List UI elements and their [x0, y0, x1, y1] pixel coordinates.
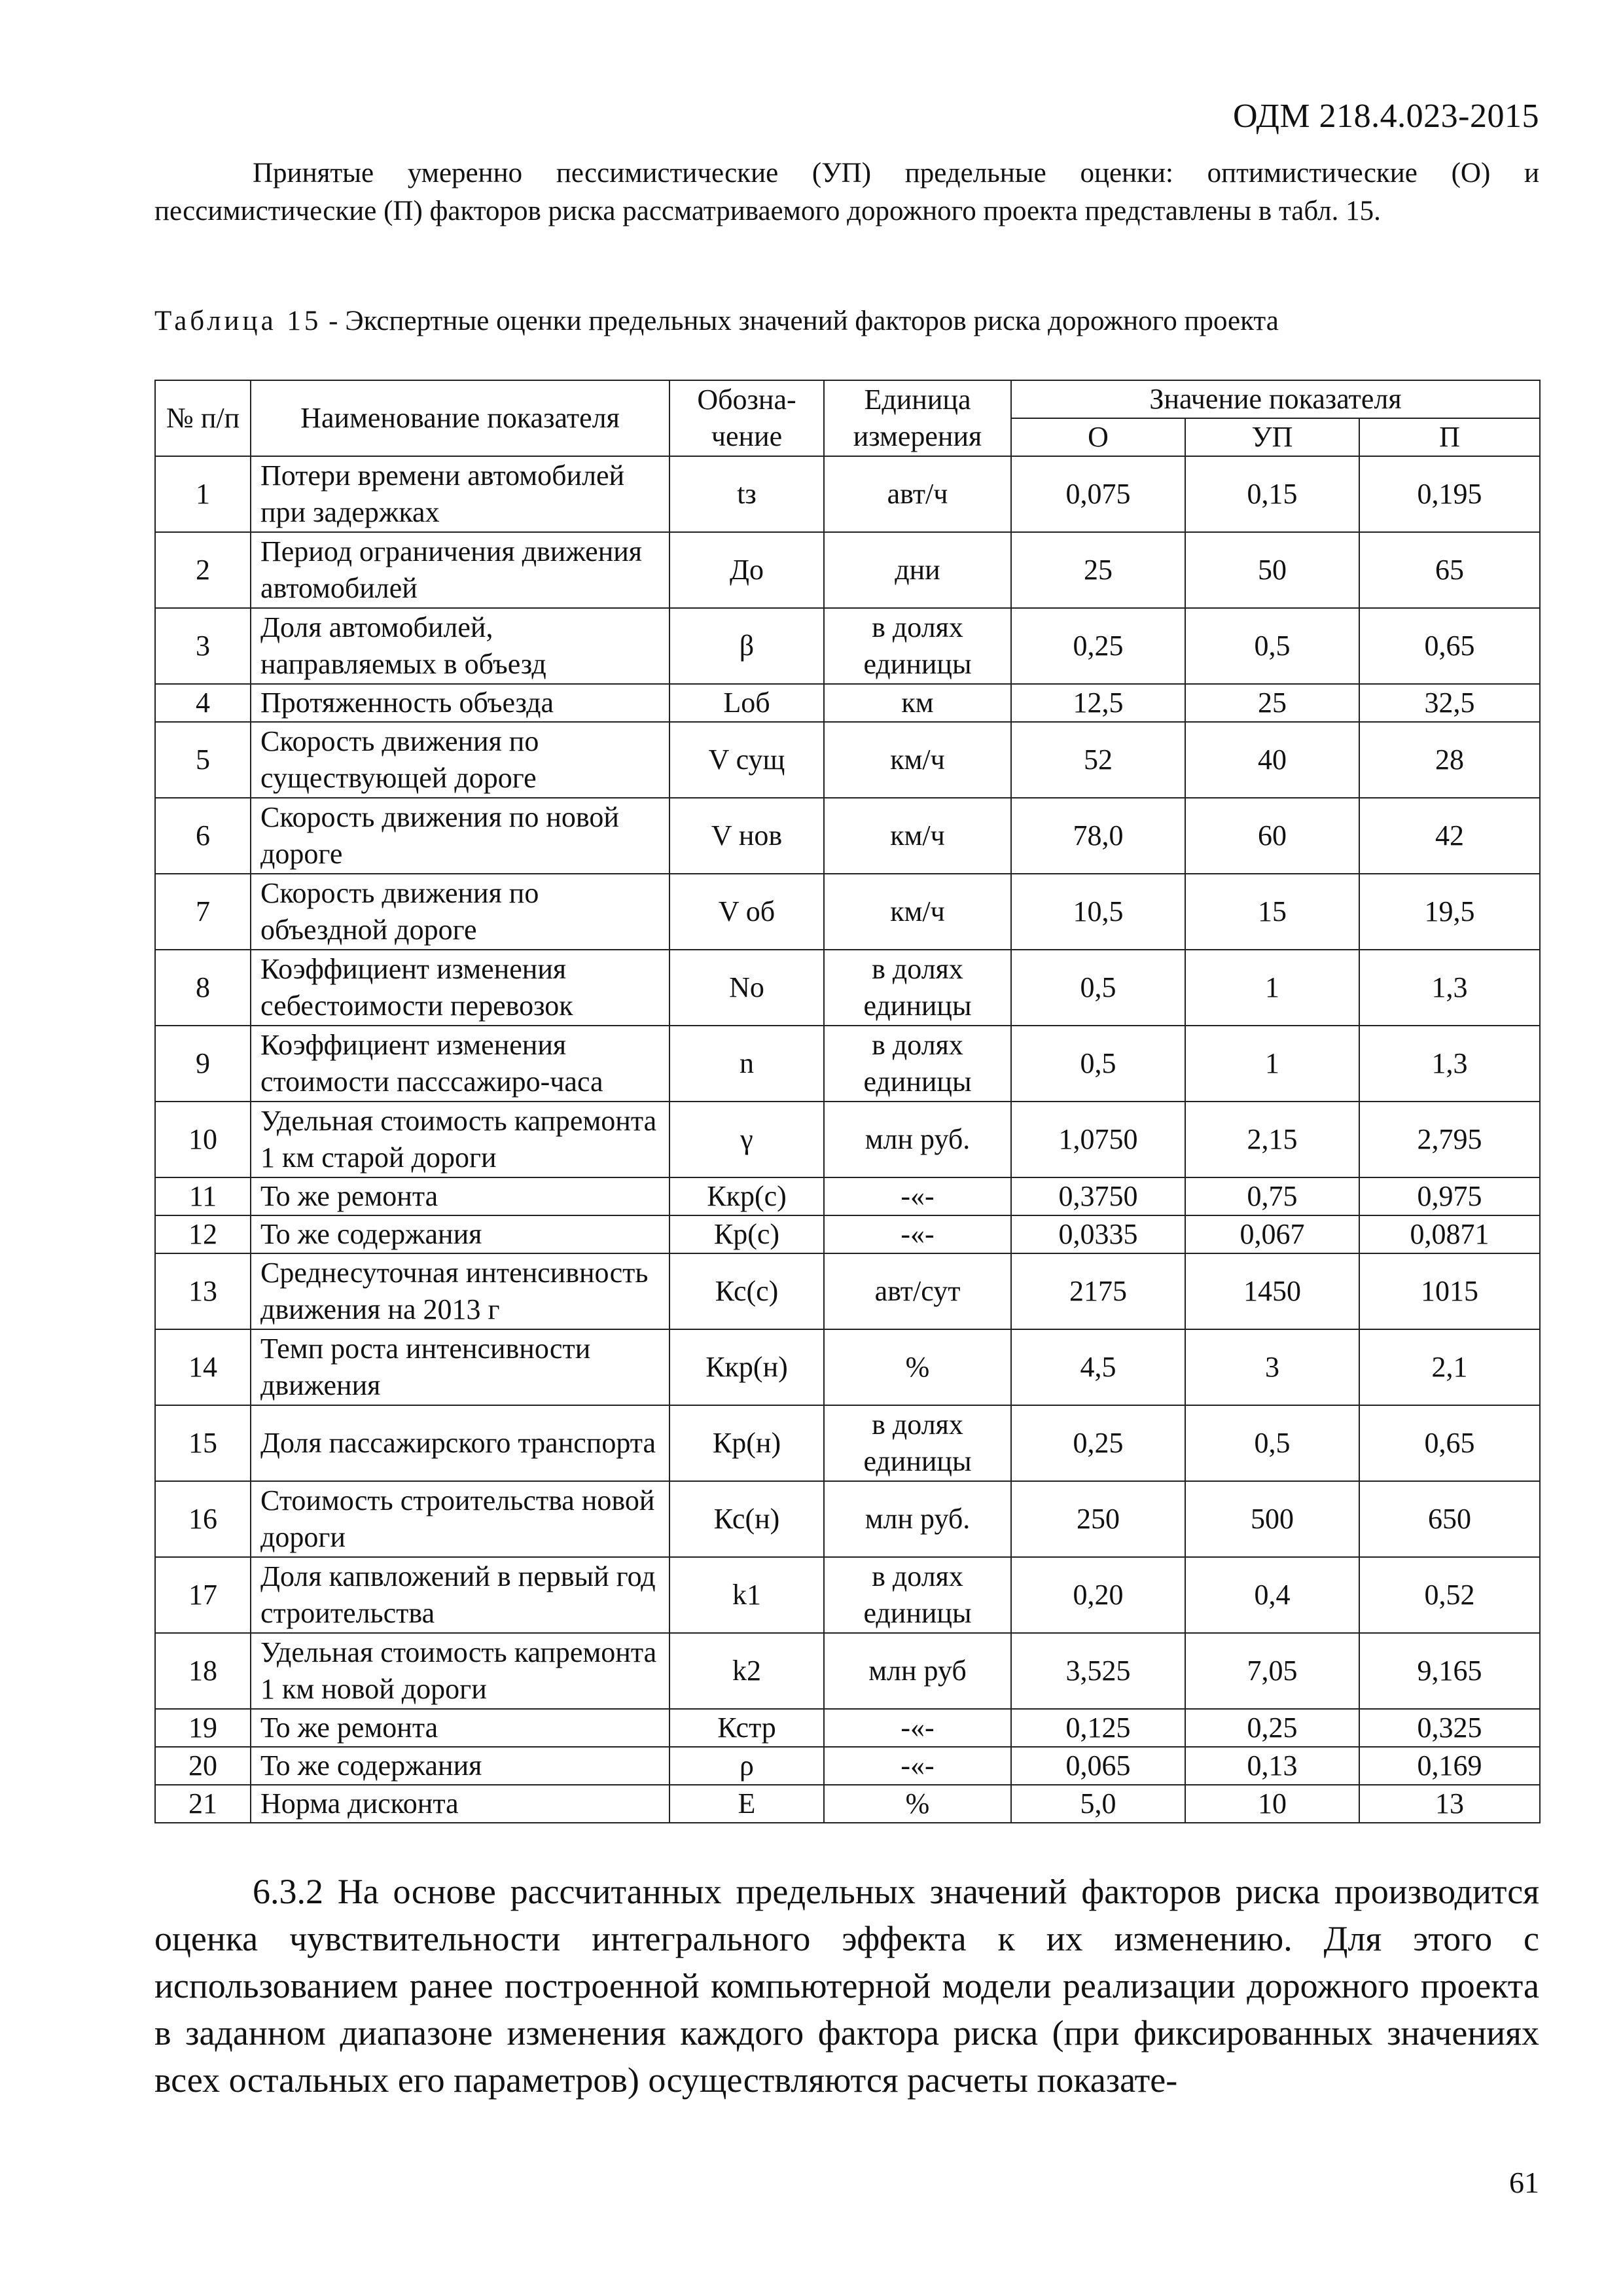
- cell-unit: в долях единицы: [824, 950, 1011, 1026]
- cell-num: 2: [155, 532, 251, 608]
- table-row: [155, 1747, 1540, 1785]
- cell-name: То же ремонта: [251, 1177, 669, 1215]
- table-row: [155, 1481, 1540, 1557]
- cell-unit: млн руб.: [824, 1481, 1011, 1557]
- cell-name: Период ограничения движения автомобилей: [251, 532, 669, 608]
- intro-paragraph: [154, 154, 1539, 230]
- cell-num: 21: [155, 1785, 251, 1823]
- cell-symbol: β: [669, 608, 824, 684]
- cell-unit: -«-: [824, 1177, 1011, 1215]
- table-row: [155, 874, 1540, 950]
- body-text: 6.3.2 На основе рассчитанных предельных значений факторов риска производится оценка чувствительности интегрального эффекта к их изменению. Для этого с использованием ранее построенной компьютерной модели реализации дорожного проекта в заданном диапазоне изменения каждого фактора риска (при фиксированных значениях всех остальных его параметров) осуществляются расчеты показате-: [154, 1872, 1539, 2100]
- cell-p: 0,195: [1359, 456, 1540, 532]
- cell-unit: в долях единицы: [824, 1405, 1011, 1481]
- cell-o: 0,25: [1011, 608, 1185, 684]
- cell-p: 1,3: [1359, 950, 1540, 1026]
- cell-unit: км/ч: [824, 722, 1011, 798]
- cell-p: 28: [1359, 722, 1540, 798]
- cell-num: 4: [155, 684, 251, 722]
- cell-unit: км/ч: [824, 874, 1011, 950]
- cell-o: 2175: [1011, 1253, 1185, 1329]
- cell-num: 16: [155, 1481, 251, 1557]
- cell-up: 3: [1185, 1329, 1359, 1405]
- table-row: [155, 1102, 1540, 1177]
- header-num: № п/п: [155, 380, 251, 456]
- cell-o: 250: [1011, 1481, 1185, 1557]
- cell-symbol: k1: [669, 1557, 824, 1633]
- cell-name: Темп роста интенсивности движения: [251, 1329, 669, 1405]
- cell-o: 0,065: [1011, 1747, 1185, 1785]
- cell-o: 0,3750: [1011, 1177, 1185, 1215]
- header-up: УП: [1185, 418, 1359, 456]
- cell-num: 13: [155, 1253, 251, 1329]
- risk-factors-table: [154, 380, 1541, 1823]
- cell-up: 25: [1185, 684, 1359, 722]
- cell-symbol: Е: [669, 1785, 824, 1823]
- cell-name: Протяженность объезда: [251, 684, 669, 722]
- cell-unit: млн руб.: [824, 1102, 1011, 1177]
- cell-up: 60: [1185, 798, 1359, 874]
- cell-o: 3,525: [1011, 1633, 1185, 1709]
- cell-name: Удельная стоимость капремонта 1 км новой дороги: [251, 1633, 669, 1709]
- cell-num: 7: [155, 874, 251, 950]
- cell-unit: в долях единицы: [824, 608, 1011, 684]
- table-row: [155, 1557, 1540, 1633]
- cell-up: 500: [1185, 1481, 1359, 1557]
- cell-p: 0,975: [1359, 1177, 1540, 1215]
- cell-o: 12,5: [1011, 684, 1185, 722]
- cell-symbol: Кстр: [669, 1709, 824, 1747]
- header-p: П: [1359, 418, 1540, 456]
- cell-o: 78,0: [1011, 798, 1185, 874]
- table-row: [155, 532, 1540, 608]
- cell-o: 52: [1011, 722, 1185, 798]
- cell-unit: авт/ч: [824, 456, 1011, 532]
- cell-num: 6: [155, 798, 251, 874]
- header-value-group: Значение показателя: [1011, 380, 1540, 418]
- cell-p: 65: [1359, 532, 1540, 608]
- cell-name: Удельная стоимость капремонта 1 км старой дороги: [251, 1102, 669, 1177]
- cell-num: 8: [155, 950, 251, 1026]
- header-symbol: Обозна-чение: [669, 380, 824, 456]
- table-row: [155, 1215, 1540, 1253]
- cell-unit: млн руб: [824, 1633, 1011, 1709]
- cell-o: 0,075: [1011, 456, 1185, 532]
- cell-num: 15: [155, 1405, 251, 1481]
- cell-p: 19,5: [1359, 874, 1540, 950]
- cell-p: 32,5: [1359, 684, 1540, 722]
- cell-unit: в долях единицы: [824, 1557, 1011, 1633]
- cell-symbol: V сущ: [669, 722, 824, 798]
- cell-name: Коэффициент изменения себестоимости перевозок: [251, 950, 669, 1026]
- cell-up: 0,15: [1185, 456, 1359, 532]
- cell-name: То же содержания: [251, 1215, 669, 1253]
- cell-p: 2,795: [1359, 1102, 1540, 1177]
- cell-symbol: Кр(н): [669, 1405, 824, 1481]
- table-row: [155, 722, 1540, 798]
- cell-symbol: До: [669, 532, 824, 608]
- cell-name: Скорость движения по новой дороге: [251, 798, 669, 874]
- cell-up: 1450: [1185, 1253, 1359, 1329]
- table-row: [155, 1633, 1540, 1709]
- cell-up: 0,4: [1185, 1557, 1359, 1633]
- cell-p: 0,52: [1359, 1557, 1540, 1633]
- cell-p: 2,1: [1359, 1329, 1540, 1405]
- cell-o: 0,5: [1011, 950, 1185, 1026]
- cell-up: 50: [1185, 532, 1359, 608]
- document-code: ОДМ 218.4.023-2015: [1233, 98, 1539, 135]
- cell-num: 5: [155, 722, 251, 798]
- table-row: [155, 798, 1540, 874]
- cell-o: 0,125: [1011, 1709, 1185, 1747]
- cell-p: 1015: [1359, 1253, 1540, 1329]
- cell-num: 14: [155, 1329, 251, 1405]
- cell-symbol: Кр(с): [669, 1215, 824, 1253]
- cell-name: Стоимость строительства новой дороги: [251, 1481, 669, 1557]
- cell-up: 1: [1185, 1026, 1359, 1102]
- table-caption: [154, 305, 1279, 337]
- cell-o: 0,25: [1011, 1405, 1185, 1481]
- cell-o: 0,20: [1011, 1557, 1185, 1633]
- cell-o: 25: [1011, 532, 1185, 608]
- cell-name: Потери времени автомобилей при задержках: [251, 456, 669, 532]
- table-row: [155, 1405, 1540, 1481]
- cell-up: 40: [1185, 722, 1359, 798]
- cell-num: 20: [155, 1747, 251, 1785]
- cell-o: 5,0: [1011, 1785, 1185, 1823]
- cell-p: 0,0871: [1359, 1215, 1540, 1253]
- cell-unit: авт/сут: [824, 1253, 1011, 1329]
- cell-o: 0,0335: [1011, 1215, 1185, 1253]
- cell-p: 0,65: [1359, 608, 1540, 684]
- table-row: [155, 1026, 1540, 1102]
- cell-symbol: V нов: [669, 798, 824, 874]
- cell-o: 10,5: [1011, 874, 1185, 950]
- intro-text: Принятые умеренно пессимистические (УП) предельные оценки: оптимистические (О) и пессимистические (П) факторов риска рассматриваемого дорожного проекта представлены в табл. 15.: [154, 158, 1539, 226]
- table-row: [155, 608, 1540, 684]
- cell-num: 10: [155, 1102, 251, 1177]
- cell-p: 9,165: [1359, 1633, 1540, 1709]
- cell-symbol: V об: [669, 874, 824, 950]
- cell-num: 18: [155, 1633, 251, 1709]
- table-row: [155, 1177, 1540, 1215]
- cell-o: 0,5: [1011, 1026, 1185, 1102]
- cell-unit: -«-: [824, 1709, 1011, 1747]
- cell-up: 0,067: [1185, 1215, 1359, 1253]
- cell-symbol: k2: [669, 1633, 824, 1709]
- cell-up: 15: [1185, 874, 1359, 950]
- cell-o: 1,0750: [1011, 1102, 1185, 1177]
- cell-unit: км/ч: [824, 798, 1011, 874]
- cell-symbol: n: [669, 1026, 824, 1102]
- cell-p: 650: [1359, 1481, 1540, 1557]
- cell-unit: дни: [824, 532, 1011, 608]
- cell-p: 42: [1359, 798, 1540, 874]
- cell-unit: в долях единицы: [824, 1026, 1011, 1102]
- cell-symbol: Ккр(н): [669, 1329, 824, 1405]
- cell-unit: -«-: [824, 1215, 1011, 1253]
- table-row: [155, 1709, 1540, 1747]
- cell-num: 19: [155, 1709, 251, 1747]
- body-paragraph: [154, 1868, 1539, 2104]
- cell-symbol: γ: [669, 1102, 824, 1177]
- cell-p: 0,169: [1359, 1747, 1540, 1785]
- cell-up: 1: [1185, 950, 1359, 1026]
- cell-up: 0,5: [1185, 1405, 1359, 1481]
- header-name: Наименование показателя: [251, 380, 669, 456]
- cell-up: 0,5: [1185, 608, 1359, 684]
- cell-p: 0,325: [1359, 1709, 1540, 1747]
- cell-unit: -«-: [824, 1747, 1011, 1785]
- cell-up: 2,15: [1185, 1102, 1359, 1177]
- cell-symbol: Кс(н): [669, 1481, 824, 1557]
- page-number: 61: [1509, 2166, 1539, 2199]
- cell-up: 0,75: [1185, 1177, 1359, 1215]
- cell-num: 12: [155, 1215, 251, 1253]
- cell-up: 10: [1185, 1785, 1359, 1823]
- cell-name: Доля автомобилей, направляемых в объезд: [251, 608, 669, 684]
- cell-up: 7,05: [1185, 1633, 1359, 1709]
- cell-num: 11: [155, 1177, 251, 1215]
- cell-up: 0,13: [1185, 1747, 1359, 1785]
- cell-unit: %: [824, 1785, 1011, 1823]
- cell-name: Коэффициент изменения стоимости пасссажиро-часа: [251, 1026, 669, 1102]
- cell-o: 4,5: [1011, 1329, 1185, 1405]
- cell-num: 3: [155, 608, 251, 684]
- cell-symbol: Кс(с): [669, 1253, 824, 1329]
- cell-p: 13: [1359, 1785, 1540, 1823]
- table-caption-text: - Экспертные оценки предельных значений факторов риска дорожного проекта: [321, 306, 1279, 336]
- cell-symbol: ρ: [669, 1747, 824, 1785]
- table-row: [155, 1329, 1540, 1405]
- table-row: [155, 1253, 1540, 1329]
- cell-p: 1,3: [1359, 1026, 1540, 1102]
- cell-num: 1: [155, 456, 251, 532]
- cell-up: 0,25: [1185, 1709, 1359, 1747]
- cell-name: Среднесуточная интенсивность движения на 2013 г: [251, 1253, 669, 1329]
- cell-unit: км: [824, 684, 1011, 722]
- table-row: [155, 1785, 1540, 1823]
- cell-symbol: Lоб: [669, 684, 824, 722]
- cell-name: Скорость движения по объездной дороге: [251, 874, 669, 950]
- header-unit: Единица измерения: [824, 380, 1011, 456]
- table-row: [155, 684, 1540, 722]
- cell-symbol: Ккр(с): [669, 1177, 824, 1215]
- cell-symbol: tз: [669, 456, 824, 532]
- cell-name: Скорость движения по существующей дороге: [251, 722, 669, 798]
- cell-name: Доля пассажирского транспорта: [251, 1405, 669, 1481]
- cell-symbol: No: [669, 950, 824, 1026]
- cell-num: 17: [155, 1557, 251, 1633]
- table-row: [155, 456, 1540, 532]
- cell-unit: %: [824, 1329, 1011, 1405]
- cell-name: Норма дисконта: [251, 1785, 669, 1823]
- table-row: [155, 950, 1540, 1026]
- cell-p: 0,65: [1359, 1405, 1540, 1481]
- header-o: О: [1011, 418, 1185, 456]
- table-caption-label: Таблица 15: [154, 306, 322, 336]
- cell-num: 9: [155, 1026, 251, 1102]
- cell-name: То же ремонта: [251, 1709, 669, 1747]
- cell-name: То же содержания: [251, 1747, 669, 1785]
- cell-name: Доля капвложений в первый год строительства: [251, 1557, 669, 1633]
